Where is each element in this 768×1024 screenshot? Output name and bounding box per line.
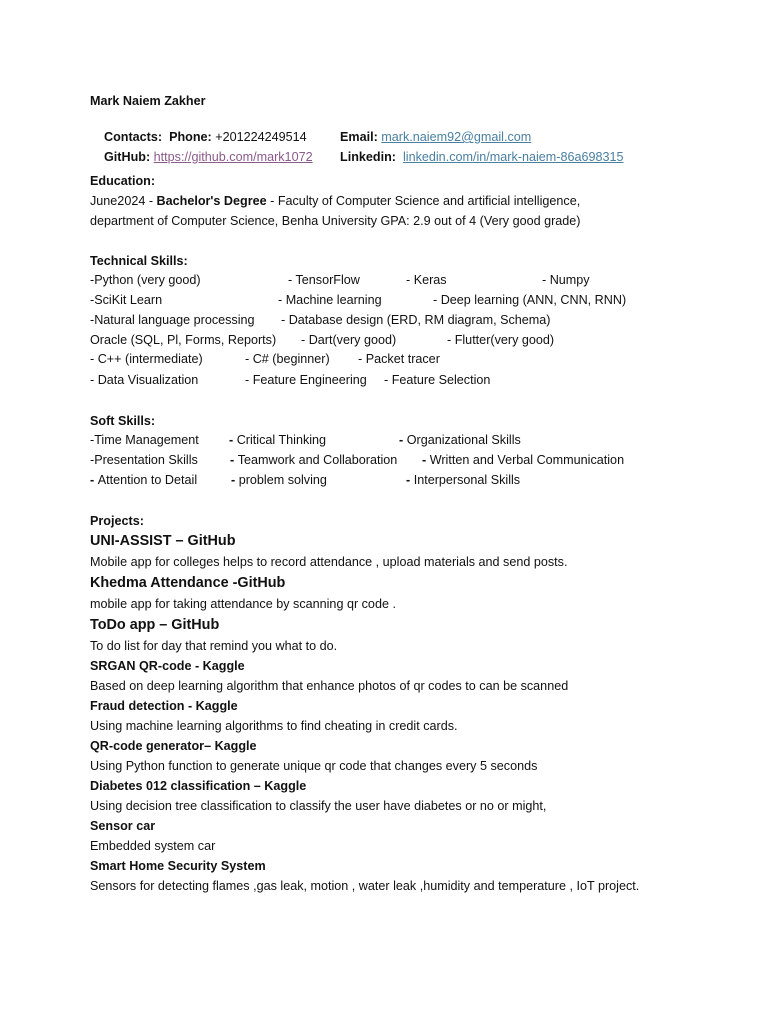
contacts-label: Contacts: xyxy=(104,130,163,144)
tech-skill: - C++ (intermediate) xyxy=(90,352,203,366)
project-description: Using Python function to generate unique qr code that changes every 5 seconds xyxy=(90,759,538,773)
soft-skills-heading: Soft Skills: xyxy=(90,414,156,428)
education-degree: Bachelor's Degree xyxy=(156,194,267,208)
tech-skill: - Numpy xyxy=(542,273,590,287)
soft-skill: - Organizational Skills xyxy=(399,433,521,447)
tech-skill: - Feature Engineering xyxy=(245,373,367,387)
soft-skill: - problem solving xyxy=(231,473,327,487)
tech-skill: Oracle (SQL, Pl, Forms, Reports) xyxy=(90,333,277,347)
tech-skill: -Natural language processing xyxy=(90,313,255,327)
tech-skill: - Deep learning (ANN, CNN, RNN) xyxy=(433,293,627,307)
project-description: mobile app for taking attendance by scanning qr code . xyxy=(90,597,396,611)
education-line-2: department of Computer Science, Benha University GPA: 2.9 out of 4 (Very good grade) xyxy=(90,214,581,228)
resume-name: Mark Naiem Zakher xyxy=(90,94,206,108)
tech-skill: -SciKit Learn xyxy=(90,293,163,307)
tech-skill: - TensorFlow xyxy=(288,273,360,287)
project-description: To do list for day that remind you what to do. xyxy=(90,639,338,653)
tech-skill: - Machine learning xyxy=(278,293,382,307)
project-description: Embedded system car xyxy=(90,839,216,853)
tech-skill: - Database design (ERD, RM diagram, Schema) xyxy=(281,313,551,327)
projects-heading: Projects: xyxy=(90,514,144,528)
project-title: Diabetes 012 classification – Kaggle xyxy=(90,779,307,793)
soft-skill: -Presentation Skills xyxy=(90,453,198,467)
project-description: Using machine learning algorithms to find cheating in credit cards. xyxy=(90,719,458,733)
tech-skill: - Dart(very good) xyxy=(301,333,397,347)
github-label: GitHub: xyxy=(104,150,151,164)
email-link[interactable]: mark.naiem92@gmail.com xyxy=(381,130,532,144)
soft-skill: - Teamwork and Collaboration xyxy=(230,453,398,467)
tech-skill: - Keras xyxy=(406,273,447,287)
soft-skill: -Time Management xyxy=(90,433,199,447)
project-title: Khedma Attendance -GitHub xyxy=(90,575,286,591)
phone-label: Phone: xyxy=(169,130,212,144)
soft-skill: - Attention to Detail xyxy=(90,473,198,487)
linkedin-link[interactable]: linkedin.com/in/mark-naiem-86a698315 xyxy=(402,150,624,164)
phone-value: +201224249514 xyxy=(215,130,307,144)
linkedin-label: Linkedin: xyxy=(340,150,396,164)
project-title: Fraud detection - Kaggle xyxy=(90,699,238,713)
tech-skill: - C# (beginner) xyxy=(245,352,330,366)
project-description: Based on deep learning algorithm that enhance photos of qr codes to can be scanned xyxy=(90,679,569,693)
soft-skill: - Critical Thinking xyxy=(229,433,327,447)
tech-skill: - Feature Selection xyxy=(384,373,491,387)
tech-skill: - Packet tracer xyxy=(358,352,440,366)
project-description: Using decision tree classification to classify the user have diabetes or no or might, xyxy=(90,799,547,813)
education-line-1 xyxy=(90,193,580,209)
project-description: Mobile app for colleges helps to record attendance , upload materials and send posts. xyxy=(90,555,568,569)
tech-skill: - Data Visualization xyxy=(90,373,199,387)
project-title: ToDo app – GitHub xyxy=(90,617,220,633)
project-title: Smart Home Security System xyxy=(90,859,266,873)
education-date: June2024 - xyxy=(90,194,157,208)
soft-skill: - Written and Verbal Communication xyxy=(422,453,625,467)
project-title: UNI-ASSIST – GitHub xyxy=(90,533,236,549)
education-faculty: - Faculty of Computer Science and artificial intelligence, xyxy=(266,194,581,208)
technical-skills-heading: Technical Skills: xyxy=(90,254,188,268)
tech-skill: - Flutter(very good) xyxy=(447,333,555,347)
linkedin-row xyxy=(326,133,624,181)
project-description: Sensors for detecting flames ,gas leak, motion , water leak ,humidity and temperature , IoT project. xyxy=(90,879,640,893)
project-title: QR-code generator– Kaggle xyxy=(90,739,257,753)
education-heading: Education: xyxy=(90,174,156,188)
project-title: Sensor car xyxy=(90,819,156,833)
project-title: SRGAN QR-code - Kaggle xyxy=(90,659,245,673)
soft-skill: - Interpersonal Skills xyxy=(406,473,521,487)
github-link[interactable]: https://github.com/mark1072 xyxy=(153,150,313,164)
email-label: Email: xyxy=(340,130,378,144)
tech-skill: -Python (very good) xyxy=(90,273,201,287)
